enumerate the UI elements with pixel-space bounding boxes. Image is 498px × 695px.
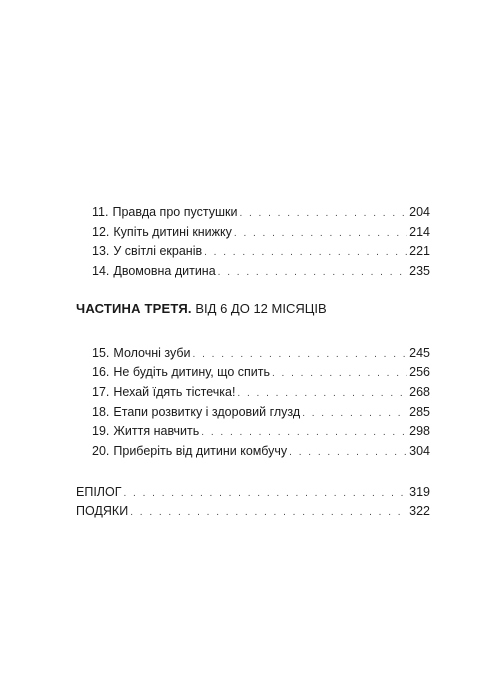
dot-leader bbox=[218, 265, 407, 281]
toc-entry bbox=[92, 224, 430, 242]
toc-entry bbox=[92, 443, 430, 461]
page-number: 204 bbox=[409, 205, 430, 219]
toc-entry bbox=[92, 204, 430, 222]
page-number: 214 bbox=[409, 225, 430, 239]
dot-leader bbox=[234, 226, 407, 242]
toc-entry bbox=[92, 404, 430, 422]
chapter-number: 14. bbox=[92, 264, 110, 278]
section-title: ЕПІЛОГ bbox=[76, 485, 122, 499]
page-number: 298 bbox=[409, 424, 430, 438]
chapter-number: 20. bbox=[92, 444, 110, 458]
chapter-title: Не будіть дитину, що спить bbox=[113, 365, 270, 379]
toc-entry bbox=[92, 263, 430, 281]
chapter-title: Нехай їдять тістечка! bbox=[113, 385, 236, 399]
chapter-title: У світлі екранів bbox=[113, 244, 203, 258]
chapter-number: 15. bbox=[92, 346, 110, 360]
chapter-title: Правда про пустушки bbox=[112, 205, 238, 219]
chapter-title: Етапи розвитку і здоровий глузд bbox=[113, 405, 301, 419]
chapter-number: 17. bbox=[92, 385, 110, 399]
page-number: 304 bbox=[409, 444, 430, 458]
toc-entry bbox=[92, 243, 430, 261]
toc-entry bbox=[92, 364, 430, 382]
section-title: ПОДЯКИ bbox=[76, 504, 129, 518]
toc-entry-epilogue bbox=[76, 484, 430, 502]
chapter-title: Двомовна дитина bbox=[113, 264, 216, 278]
dot-leader bbox=[124, 486, 408, 502]
chapter-number: 16. bbox=[92, 365, 110, 379]
chapter-title: Купіть дитині книжку bbox=[113, 225, 232, 239]
page-number: 256 bbox=[409, 365, 430, 379]
chapter-number: 18. bbox=[92, 405, 110, 419]
toc-entry bbox=[92, 423, 430, 441]
chapter-title: Молочні зуби bbox=[113, 346, 191, 360]
part-range: ВІД 6 ДО 12 МІСЯЦІВ bbox=[195, 301, 327, 316]
page-number: 268 bbox=[409, 385, 430, 399]
dot-leader bbox=[272, 366, 407, 382]
dot-leader bbox=[237, 386, 407, 402]
part-label: ЧАСТИНА ТРЕТЯ. bbox=[76, 301, 192, 316]
dot-leader bbox=[289, 445, 407, 461]
dot-leader bbox=[239, 206, 407, 222]
chapter-number: 11. bbox=[92, 205, 109, 219]
page-number: 322 bbox=[409, 504, 430, 518]
page-number: 285 bbox=[409, 405, 430, 419]
chapter-number: 13. bbox=[92, 244, 110, 258]
dot-leader bbox=[201, 425, 407, 441]
part-heading bbox=[76, 301, 327, 317]
dot-leader bbox=[130, 505, 407, 521]
dot-leader bbox=[204, 245, 407, 261]
toc-entry-acknowledgements bbox=[76, 503, 430, 521]
page-number: 245 bbox=[409, 346, 430, 360]
page-number: 235 bbox=[409, 264, 430, 278]
page-number: 221 bbox=[409, 244, 430, 258]
chapter-number: 19. bbox=[92, 424, 110, 438]
chapter-title: Приберіть від дитини комбучу bbox=[113, 444, 288, 458]
dot-leader bbox=[302, 406, 407, 422]
page-number: 319 bbox=[409, 485, 430, 499]
toc-entry bbox=[92, 345, 430, 363]
dot-leader bbox=[193, 347, 408, 363]
toc-entry bbox=[92, 384, 430, 402]
chapter-title: Життя навчить bbox=[113, 424, 200, 438]
chapter-number: 12. bbox=[92, 225, 110, 239]
